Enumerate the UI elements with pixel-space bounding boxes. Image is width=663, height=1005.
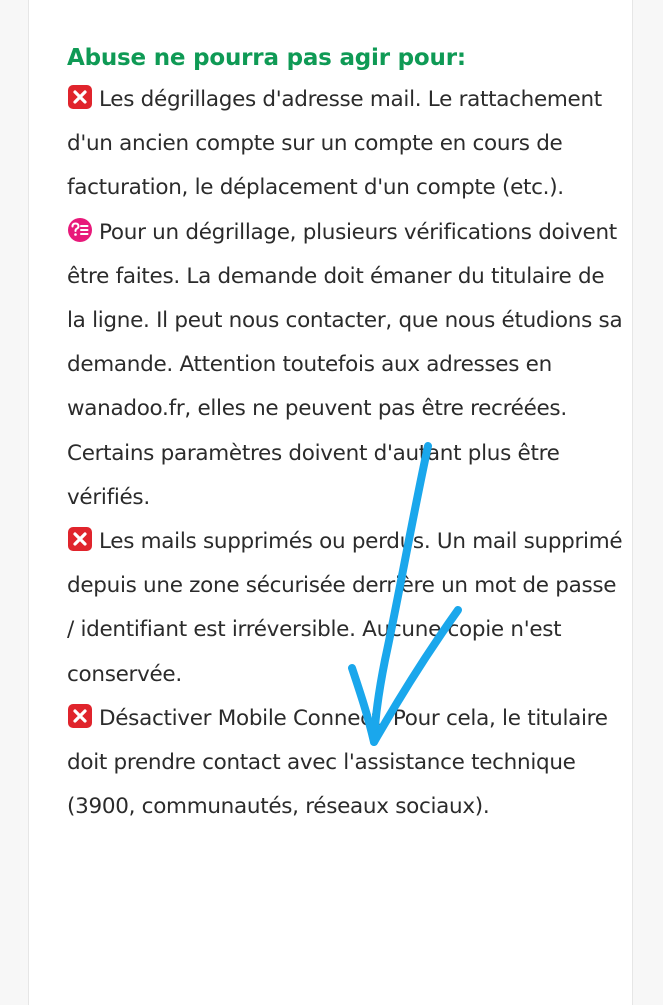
list-item-text: Désactiver Mobile Connect. Pour cela, le titulaire doit prendre contact avec l'assistance technique (3900, communautés, réseaux sociaux). bbox=[67, 705, 608, 820]
list-item bbox=[67, 697, 627, 830]
list-item bbox=[67, 78, 627, 211]
list-item-text: Pour un dégrillage, plusieurs vérifications doivent être faites. La demande doit émaner du titulaire de la ligne. Il peut nous contacter, que nous étudions sa demande. Attention toutefois aux adresses en wanadoo.fr, elles ne peuvent pas être recréées. Certains paramètres doivent d'autant plus être vérifiés. bbox=[67, 219, 623, 510]
section-heading: Abuse ne pourra pas agir pour: bbox=[67, 45, 466, 71]
x-mark-icon bbox=[67, 526, 93, 552]
list-item bbox=[67, 520, 627, 697]
list-item-text: Les dégrillages d'adresse mail. Le rattachement d'un ancien compte sur un compte en cours de facturation, le déplacement d'un compte (etc.). bbox=[67, 87, 602, 201]
list-item bbox=[67, 211, 627, 520]
content-card bbox=[28, 0, 633, 1005]
abuse-notice bbox=[67, 40, 627, 829]
list-item-text: Les mails supprimés ou perdus. Un mail supprimé depuis une zone sécurisée derrière un mot de passe / identifiant est irréversible. Aucune copie n'est conservée. bbox=[67, 529, 623, 687]
x-mark-icon bbox=[67, 84, 93, 110]
x-mark-icon bbox=[67, 703, 93, 729]
question-list-icon bbox=[67, 217, 93, 243]
